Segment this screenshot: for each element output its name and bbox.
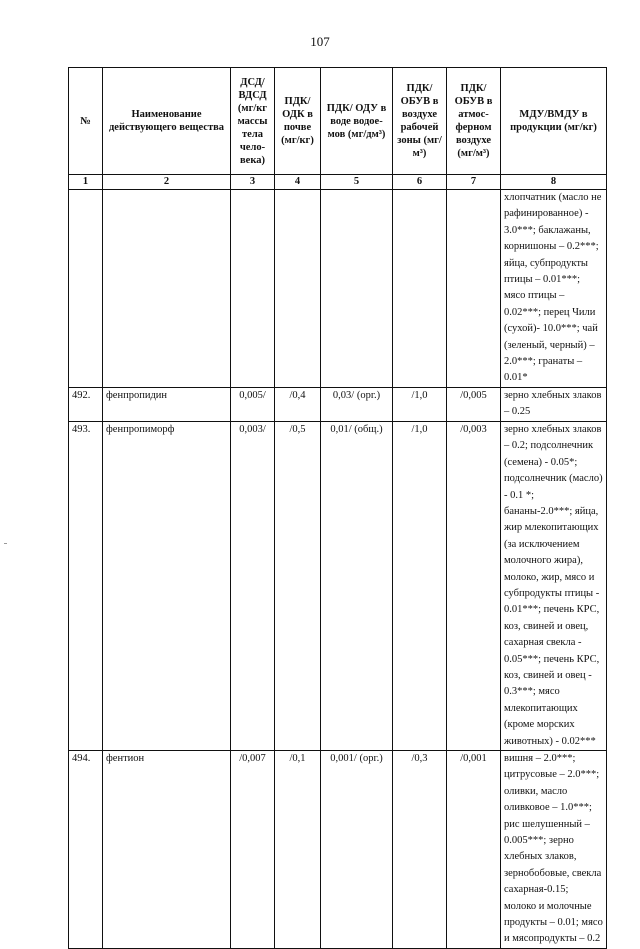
column-number: 1 xyxy=(69,175,103,190)
substance-name: фенпропиморф xyxy=(103,421,231,750)
column-number: 2 xyxy=(103,175,231,190)
pdk-water-value: 0,01/ (общ.) xyxy=(321,421,393,750)
substance-name: фентион xyxy=(103,751,231,949)
row-number: 494. xyxy=(69,751,103,949)
header-mdu: МДУ/ВМДУ в продукции (мг/кг) xyxy=(501,68,607,175)
pdk-atm-air-value: /0,003 xyxy=(447,421,501,750)
mdu-value: зерно хлебных злаков – 0.25 xyxy=(501,387,607,421)
mdu-value: вишня – 2.0***; цитрусовые – 2.0***; оливки, масло оливковое – 1.0***; рис шелушенный – 0.005***; зерно хлебных злаков, зернобобовые, свекла сахарная-0.15; молоко и молочные продукты – 0.01; мясо и мясопродукты – 0.2 xyxy=(501,751,607,949)
substance-name: фенпропидин xyxy=(103,387,231,421)
column-number: 5 xyxy=(321,175,393,190)
row-number: 492. xyxy=(69,387,103,421)
pdk-water-value: 0,03/ (орг.) xyxy=(321,387,393,421)
row-number xyxy=(69,190,103,388)
pdk-soil-value: /0,5 xyxy=(275,421,321,750)
pdk-atm-air-value xyxy=(447,190,501,388)
row-number: 493. xyxy=(69,421,103,750)
column-number: 7 xyxy=(447,175,501,190)
header-substance-name: Наименование действующего вещества xyxy=(103,68,231,175)
header-pdk-atm-air: ПДК/ ОБУВ в атмос-ферном воздухе (мг/м³) xyxy=(447,68,501,175)
table-row xyxy=(69,387,607,421)
column-number: 8 xyxy=(501,175,607,190)
header-pdk-water: ПДК/ ОДУ в воде водое-мов (мг/дм³) xyxy=(321,68,393,175)
page-number: 107 xyxy=(310,34,330,49)
pdk-water-value xyxy=(321,190,393,388)
header-pdk-work-air: ПДК/ ОБУВ в воздухе рабочей зоны (мг/м³) xyxy=(393,68,447,175)
mdu-value: зерно хлебных злаков – 0.2; подсолнечник (семена) - 0.05*; подсолнечник (масло) - 0.1 *; бананы-2.0***; яйца, жир млекопитающих (за исключением молочного жира), молоко, жир, мясо и субпродукты птицы - 0.01***; печень КРС, коз, свиней и овец, сахарная свекла - 0.05***; печень КРС, коз, свиней и овец - 0.3***; мясо млекопитающих (кроме морских животных) - 0.02*** xyxy=(501,421,607,750)
dsd-value: 0,003/ xyxy=(231,421,275,750)
header-number: № xyxy=(69,68,103,175)
column-number: 4 xyxy=(275,175,321,190)
pdk-soil-value: /0,4 xyxy=(275,387,321,421)
dsd-value: 0,005/ xyxy=(231,387,275,421)
column-numbers-row xyxy=(69,175,607,190)
pdk-soil-value: /0,1 xyxy=(275,751,321,949)
header-row xyxy=(69,68,607,175)
pdk-work-air-value xyxy=(393,190,447,388)
table-row xyxy=(69,190,607,388)
pdk-atm-air-value: /0,005 xyxy=(447,387,501,421)
pesticide-standards-table xyxy=(68,67,607,949)
mdu-value: хлопчатник (масло не рафинированное) - 3.0***; баклажаны, корнишоны – 0.2***; яйца, субпродукты птицы – 0.01***; мясо птицы – 0.02***; перец Чили (сухой)- 10.0***; чай (зеленый, черный) – 2.0***; гранаты – 0.01* xyxy=(501,190,607,388)
pdk-atm-air-value: /0,001 xyxy=(447,751,501,949)
dsd-value: /0,007 xyxy=(231,751,275,949)
table-row xyxy=(69,421,607,750)
dsd-value xyxy=(231,190,275,388)
header-pdk-soil: ПДК/ ОДК в почве (мг/кг) xyxy=(275,68,321,175)
table-row xyxy=(69,751,607,949)
column-number: 3 xyxy=(231,175,275,190)
substance-name xyxy=(103,190,231,388)
pdk-water-value: 0,001/ (орг.) xyxy=(321,751,393,949)
header-dsd: ДСД/ ВДСД (мг/кг массы тела чело-века) xyxy=(231,68,275,175)
pdk-work-air-value: /1,0 xyxy=(393,421,447,750)
pdk-work-air-value: /1,0 xyxy=(393,387,447,421)
pdk-soil-value xyxy=(275,190,321,388)
pdk-work-air-value: /0,3 xyxy=(393,751,447,949)
margin-mark xyxy=(4,543,7,544)
column-number: 6 xyxy=(393,175,447,190)
